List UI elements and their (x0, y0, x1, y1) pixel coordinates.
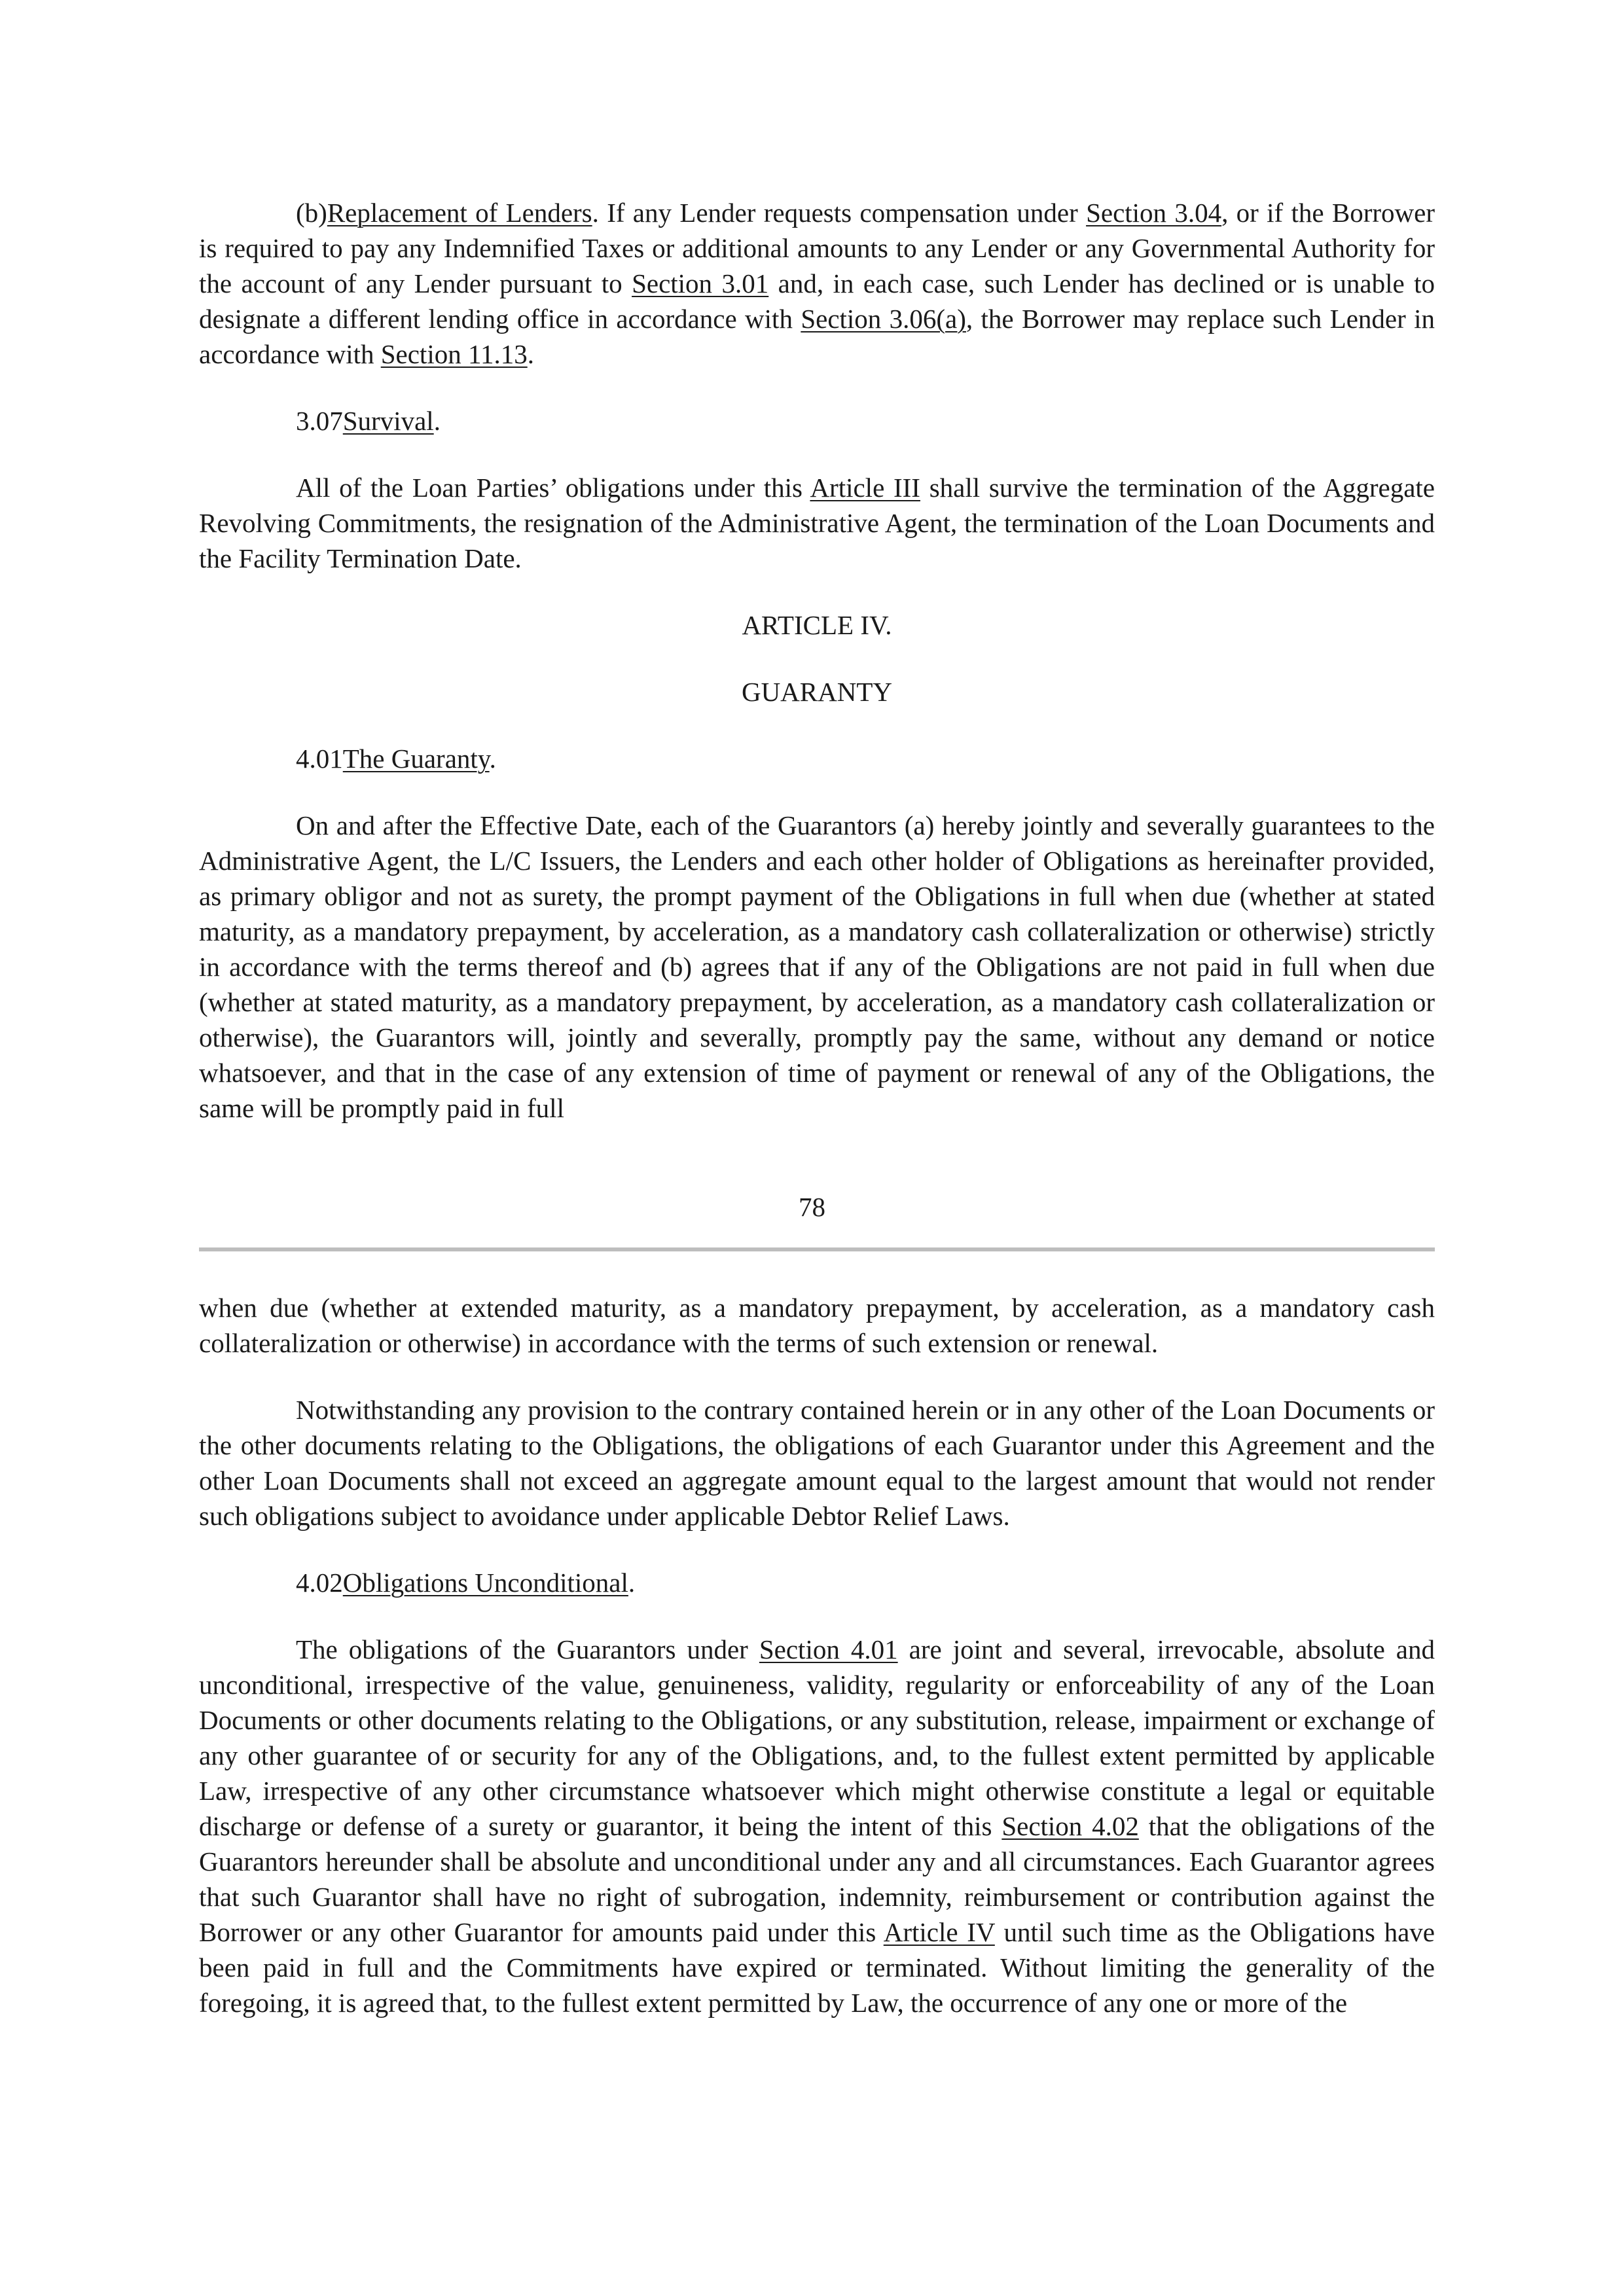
cross-reference: Section 4.01 (759, 1634, 898, 1664)
text-run: . (527, 339, 534, 369)
cross-reference: Article IV (883, 1917, 995, 1947)
text-run: The obligations of the Guarantors under (296, 1634, 759, 1664)
paragraph-notwithstanding: Notwithstanding any provision to the contrary contained herein or in any other of the Loan Documents or the other documents relating to the Obligations, the obligations of each Guarantor under this Agreement and the other Loan Documents shall not exceed an aggregate amount equal to the largest amount that would not render such obligations subject to avoidance under applicable Debtor Relief Laws. (199, 1395, 1435, 1531)
cross-reference: Section 3.06(a) (801, 304, 966, 334)
section-title: Survival (342, 406, 434, 436)
cross-reference: Article III (810, 473, 920, 503)
text-run: until such time as the Obligations have been paid in full and the Commitments have expired or terminated. Without limiting the generality of the foregoing, it is agreed that, to the fullest extent permitted by Law, the occurrence of any one or more of the (199, 1917, 1435, 2018)
section-heading-3-07 (199, 403, 1435, 439)
page-79-body (199, 1290, 1435, 2020)
clause-label: (b) (296, 198, 327, 228)
section-title: Obligations Unconditional (342, 1568, 628, 1598)
page-break-divider (199, 1247, 1435, 1251)
cross-reference: Section 3.04 (1086, 198, 1222, 228)
section-number: 4.02 (296, 1568, 343, 1598)
section-heading-4-01 (199, 741, 1435, 776)
text-run: . If any Lender requests compensation under (592, 198, 1087, 228)
text-run: , the Borrower may replace such Lender in accordance with (199, 304, 1435, 369)
cross-reference: Section 4.02 (1001, 1811, 1139, 1841)
clause-heading: Replacement of Lenders (327, 198, 592, 228)
paragraph-the-guaranty: On and after the Effective Date, each of the Guarantors (a) hereby jointly and severally guarantees to the Administrative Agent, the L/C Issuers, the Lenders and each other holder of Obligations as hereinafter provided, as primary obligor and not as surety, the prompt payment of the Obligations in full when due (whether at stated maturity, as a mandatory prepayment, by acceleration, as a mandatory cash collateralization or otherwise) strictly in accordance with the terms thereof and (b) agrees that if any of the Obligations are not paid in full when due (whether at stated maturity, as a mandatory prepayment, by acceleration, as a mandatory cash collateralization or otherwise), the Guarantors will, jointly and severally, promptly pay the same, without any demand or notice whatsoever, and that in the case of any extension of time of payment or renewal of any of the Obligations, the same will be promptly paid in full (199, 810, 1435, 1123)
paragraph-continued: when due (whether at extended maturity, as a mandatory prepayment, by acceleration, as a mandatory cash collateralization or otherwise) in accordance with the terms of such extension or renewal. (199, 1293, 1435, 1358)
section-title: The Guaranty (342, 744, 490, 774)
article-title: GUARANTY (741, 677, 893, 707)
cross-reference: Section 3.01 (632, 268, 769, 298)
page-78-body (199, 195, 1435, 1126)
section-number: 3.07 (296, 406, 343, 436)
article-number: ARTICLE IV. (742, 610, 892, 640)
text-run: , or if the Borrower is required to pay any Indemnified Taxes or additional amounts to any Lender or any Governmental Authority for the account of any Lender pursuant to (199, 198, 1435, 298)
text-run: are joint and several, irrevocable, absolute and unconditional, irrespective of the value, genuineness, validity, regularity or enforceability of any of the Loan Documents or other documents relating to the Obligations, or any substitution, release, impairment or exchange of any other guarantee of or security for any of the Obligations, and, to the fullest extent permitted by applicable Law, irrespective of any other circumstance whatsoever which might otherwise constitute a legal or equitable discharge or defense of a surety or guarantor, it being the intent of this (199, 1634, 1435, 1841)
cross-reference: Section 11.13 (380, 339, 528, 369)
paragraph-obligations-unconditional (199, 1632, 1435, 2020)
text-run: and, in each case, such Lender has declined or is unable to designate a different lending office in accordance with (199, 268, 1435, 334)
section-number: 4.01 (296, 744, 343, 774)
text-run: . (489, 744, 496, 774)
paragraph-replacement-of-lenders (199, 195, 1435, 372)
text-run: . (628, 1568, 636, 1598)
section-heading-4-02 (199, 1565, 1435, 1600)
text-run: . (433, 406, 441, 436)
text-run: All of the Loan Parties’ obligations under this (296, 473, 810, 503)
text-run: that the obligations of the Guarantors hereunder shall be absolute and unconditional under any and all circumstances. Each Guarantor agrees that such Guarantor shall have no right of subrogation, indemnity, reimbursement or contribution against the Borrower or any other Guarantor for amounts paid under this (199, 1811, 1435, 1947)
page-number: 78 (799, 1192, 825, 1222)
text-run: shall survive the termination of the Aggregate Revolving Commitments, the resignation of the Administrative Agent, the termination of the Loan Documents and the Facility Termination Date. (199, 473, 1435, 573)
paragraph-survival (199, 470, 1435, 576)
